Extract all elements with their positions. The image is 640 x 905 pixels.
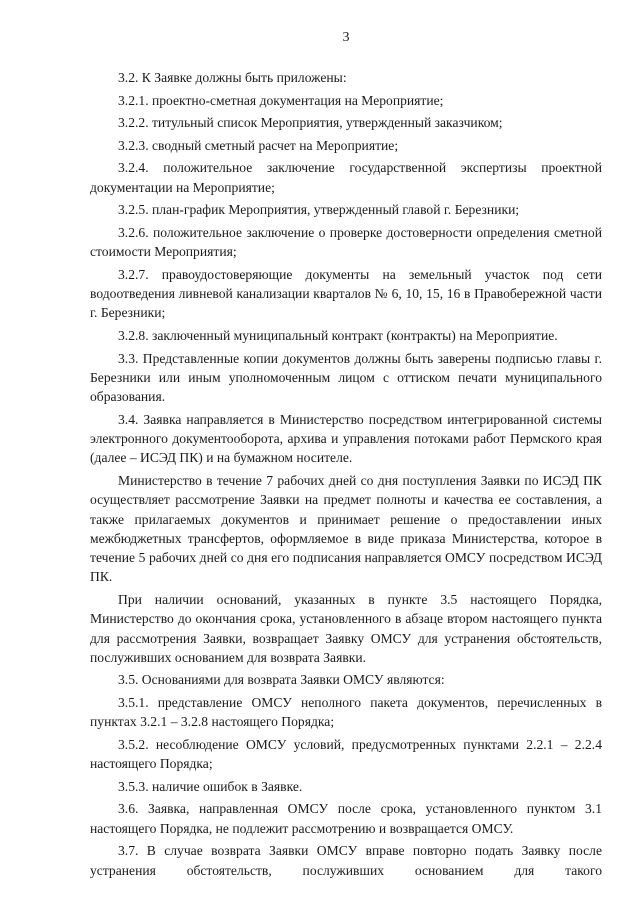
paragraph-3-2-8: 3.2.8. заключенный муниципальный контракт (контракты) на Мероприятие. xyxy=(118,327,558,343)
paragraph-3-4-return: При наличии оснований, указанных в пункте 3.5 настоящего Порядка, Министерство до окончания срока, установленного в абзаце втором настоящего пункта для рассмотрения Заявки, возвращает Заявку ОМСУ для устранения обстоятельств, послуживших основанием для возврата Заявки. xyxy=(90,591,602,665)
paragraph-3-2-7: 3.2.7. правоудостоверяющие документы на земельный участок под сети водоотведения ливневой канализации кварталов № 6, 10, 15, 16 в Правобережной части г. Березники; xyxy=(90,266,602,321)
paragraph-3-2-4: 3.2.4. положительное заключение государственной экспертизы проектной документации на Мероприятие; xyxy=(90,160,602,195)
paragraph-3-5-2: 3.5.2. несоблюдение ОМСУ условий, предусмотренных пунктами 2.2.1 – 2.2.4 настоящего Порядка; xyxy=(90,736,602,772)
paragraph-3-5: 3.5. Основаниями для возврата Заявки ОМСУ являются: xyxy=(118,672,445,688)
paragraph-3-5-3: 3.5.3. наличие ошибок в Заявке. xyxy=(118,778,303,794)
paragraph-3-2: 3.2. К Заявке должны быть приложены: xyxy=(118,70,347,85)
paragraph-3-2-3: 3.2.3. сводный сметный расчет на Мероприятие; xyxy=(118,137,399,153)
paragraph-3-7: 3.7. В случае возврата Заявки ОМСУ вправе повторно подать Заявку после устранения обстоятельств, послуживших основанием для такого xyxy=(90,843,602,878)
paragraph-3-4-review: Министерство в течение 7 рабочих дней со дня поступления Заявки по ИСЭД ПК осуществляет рассмотрение Заявки на предмет полноты и качества ее составления, а также прилагаемых документов и принимает решение о предоставлении иных межбюджетных трансфертов, оформляемое в виде приказа Министерства, которое в течение 5 рабочих дней со дня его подписания направляется ОМСУ посредством ИСЭД ПК. xyxy=(90,472,602,585)
paragraph-3-6: 3.6. Заявка, направленная ОМСУ после срока, установленного пунктом 3.1 настоящего Порядка, не подлежит рассмотрению и возвращается ОМСУ. xyxy=(90,801,602,836)
paragraph-3-2-2: 3.2.2. титульный список Мероприятия, утвержденный заказчиком; xyxy=(118,115,503,131)
paragraph-3-2-1: 3.2.1. проектно-сметная документация на Мероприятие; xyxy=(118,92,444,108)
paragraph-3-2-5: 3.2.5. план-график Мероприятия, утвержденный главой г. Березники; xyxy=(118,202,520,218)
document-body xyxy=(90,68,602,880)
paragraph-3-4: 3.4. Заявка направляется в Министерство посредством интегрированной системы электронного документооборота, архива и управления потоками работ Пермского края (далее – ИСЭД ПК) и на бумажном носителе. xyxy=(90,411,602,466)
paragraph-3-5-1: 3.5.1. представление ОМСУ неполного пакета документов, перечисленных в пунктах 3.2.1 – 3.2.8 настоящего Порядка; xyxy=(90,695,602,730)
paragraph-3-2-6: 3.2.6. положительное заключение о проверке достоверности определения сметной стоимости Мероприятия; xyxy=(90,224,602,260)
page-number: 3 xyxy=(342,30,350,45)
paragraph-3-3: 3.3. Представленные копии документов должны быть заверены подписью главы г. Березники или иным уполномоченным лицом с оттиском печати муниципального образования. xyxy=(90,350,602,405)
